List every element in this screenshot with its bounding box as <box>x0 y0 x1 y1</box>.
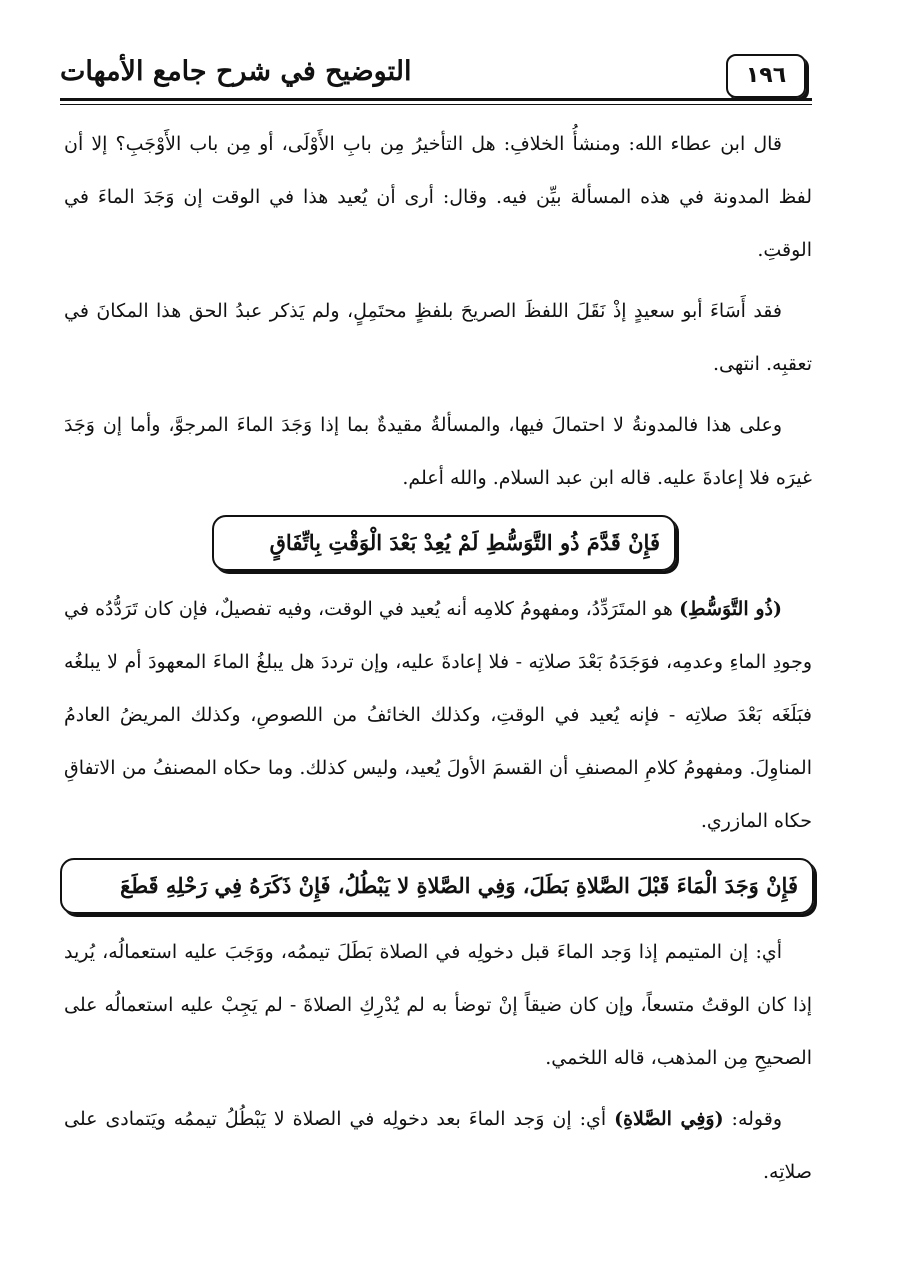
paragraph-3: وعلى هذا فالمدونةُ لا احتمالَ فيها، والمسألةُ مقيدةٌ بما إذا وَجَدَ الماءَ المرجوَّ، وأما إن وَجَدَ غيرَه فلا إعادةَ عليه. قاله ابن عبد السلام. والله أعلم. <box>64 414 812 489</box>
paragraph-6-prefix: وقوله: <box>723 1108 783 1130</box>
paragraph-4-text: هو المتَرَدِّدُ، ومفهومُ كلامِه أنه يُعيد في الوقت، وفيه تفصيلٌ، فإن كان تَرَدُّدُه في وجودِ الماءِ وعدمِه، فوَجَدَهُ بَعْدَ صلاتِه - فلا إعادةَ عليه، وإن ترددَ هل يبلغُ الماءَ المعهودَ أم لا يبلغُه فبَلَغَه بَعْدَ صلاتِه - فإنه يُعيد في الوقتِ، وكذلك الخائفُ من اللصوصِ، وكذلك المريضُ العادمُ المناوِلَ. ومفهومُ كلامِ المصنفِ أن القسمَ الأولَ يُعيد، وليس كذلك. وما حكاه المصنفُ من الاتفاقِ حكاه المازري. <box>64 598 812 832</box>
quoted-term: (وَفِي الصَّلاةِ) <box>614 1108 724 1130</box>
paragraph-4 <box>64 583 812 848</box>
paragraph-6-text: أي: إن وَجد الماءَ بعد دخولِه في الصلاة لا يَبْطُلُ تيممُه ويَتمادى على صلاتِه. <box>64 1108 812 1183</box>
matn-box-2: فَإِنْ وَجَدَ الْمَاءَ قَبْلَ الصَّلاةِ بَطَلَ، وَفِي الصَّلاةِ لا يَبْطُلُ، فَإِنْ ذَكَرَهُ فِي رَحْلِهِ قَطَعَ <box>60 858 814 914</box>
page-header <box>60 52 812 108</box>
quoted-term: (ذُو التَّوَسُّطِ) <box>679 598 782 620</box>
main-text <box>64 118 812 1207</box>
page-number-box: ١٩٦ <box>726 54 806 98</box>
header-rule-thin <box>60 104 812 105</box>
matn-box-1: فَإِنْ قَدَّمَ ذُو التَّوَسُّطِ لَمْ يُعِدْ بَعْدَ الْوَقْتِ بِاتِّفَاقٍ <box>212 515 676 571</box>
running-title: التوضيح في شرح جامع الأمهات <box>60 56 412 87</box>
header-rule <box>60 98 812 101</box>
paragraph-5: أي: إن المتيمم إذا وَجد الماءَ قبل دخولِه في الصلاة بَطَلَ تيممُه، ووَجَبَ عليه استعمالُه، يُريد إذا كان الوقتُ متسعاً، وإن كان ضيقاً إنْ توضأ به لم يُدْرِكِ الصلاةَ - لم يَجِبْ عليه استعمالُه على الصحيحِ مِن المذهب، قاله اللخمي. <box>64 941 812 1069</box>
paragraph-1: قال ابن عطاء الله: ومنشأُ الخلافِ: هل التأخيرُ مِن بابِ الأَوْلَى، أو مِن باب الأَوْجَبِ؟ إلا أن لفظ المدونة في هذه المسألة بيِّن فيه. وقال: أرى أن يُعيد هذا في الوقت إن وَجَدَ الماءَ في الوقتِ. <box>64 133 812 261</box>
paragraph-2: فقد أَسَاءَ أبو سعيدٍ إذْ نَقَلَ اللفظَ الصريحَ بلفظٍ محتَمِلٍ، ولم يَذكر عبدُ الحق هذا المكانَ في تعقبِه. انتهى. <box>64 300 812 375</box>
paragraph-6 <box>64 1093 812 1199</box>
